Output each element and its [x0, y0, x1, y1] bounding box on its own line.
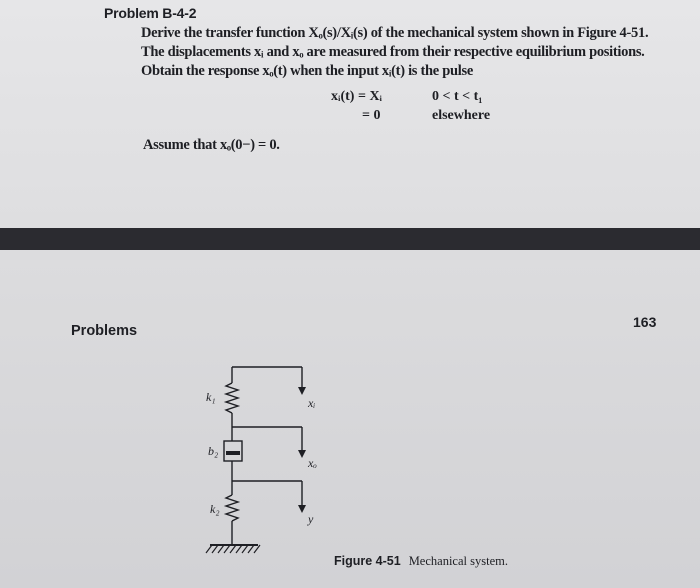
ground-hatching — [206, 545, 260, 553]
damper-piston — [226, 451, 240, 455]
problem-heading: Problem B-4-2 — [104, 5, 197, 21]
page-edge-shadow — [0, 228, 700, 250]
xo-arrowhead — [298, 450, 306, 458]
label-b2: b₂ — [208, 444, 219, 458]
pulse-equation-row-2: = 0 — [362, 108, 381, 123]
y-arrowhead — [298, 505, 306, 513]
label-k1: k₁ — [206, 390, 216, 404]
pulse-equation-row-1: xᵢ(t) = Xᵢ — [331, 89, 383, 104]
problem-section — [0, 0, 700, 228]
page-number: 163 — [633, 314, 657, 330]
label-xo: xₒ — [308, 456, 317, 470]
figure-caption — [334, 554, 508, 569]
xi-arrowhead — [298, 387, 306, 395]
problem-text-line-2: The displacements xᵢ and xₒ are measured from their respective equilibrium positions. — [141, 44, 645, 60]
label-k2: k₂ — [210, 502, 220, 516]
pulse-condition-row-1: 0 < t < t₁ — [432, 89, 483, 104]
spring-k1 — [226, 383, 238, 413]
mechanical-system-diagram — [180, 355, 380, 580]
problem-text-line-1: Derive the transfer function Xₒ(s)/Xᵢ(s) of the mechanical system shown in Figure 4-51. — [141, 25, 649, 41]
problem-text-line-3: Obtain the response xₒ(t) when the input xᵢ(t) is the pulse — [141, 63, 473, 79]
initial-condition-text: Assume that xₒ(0−) = 0. — [143, 137, 280, 153]
spring-k2 — [226, 495, 238, 521]
label-xi: xᵢ — [308, 396, 316, 410]
pulse-condition-row-2: elsewhere — [432, 108, 491, 123]
mechanical-system-figure — [180, 355, 380, 580]
figure-caption-text: Mechanical system. — [408, 554, 508, 568]
running-head: Problems — [71, 323, 138, 339]
label-y: y — [308, 512, 314, 526]
figure-caption-number: Figure 4-51 — [334, 554, 401, 568]
